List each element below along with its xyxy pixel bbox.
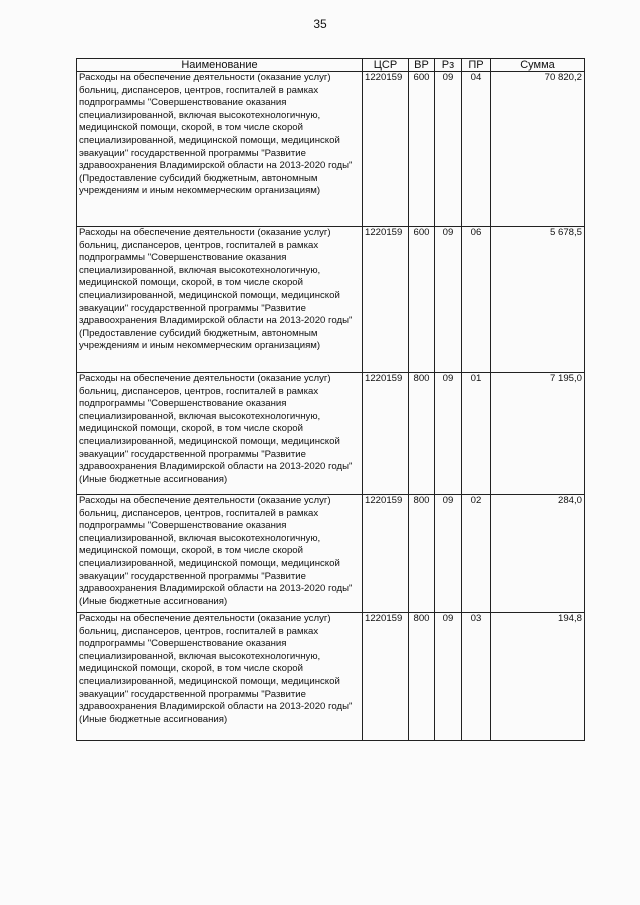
row-vr: 800 [409, 495, 435, 613]
row-pr: 01 [462, 373, 491, 495]
header-vr: ВР [409, 59, 435, 72]
row-name: Расходы на обеспечение деятельности (оказание услуг) больниц, диспансеров, центров, госпиталей в рамках подпрограммы "Совершенствование оказания специализированной, включая высокотехнологичную, медицинской помощи, скорой, в том числе скорой специализированной, медицинской помощи, медицинской эвакуации" государственной программы "Развитие здравоохранения Владимирской области на 2013-2020 годы" (Иные бюджетные ассигнования) [77, 373, 363, 495]
page-number: 35 [313, 17, 327, 31]
budget-table [76, 58, 585, 741]
row-csr: 1220159 [363, 495, 409, 613]
header-sum: Сумма [491, 59, 585, 72]
row-pr: 02 [462, 495, 491, 613]
row-vr: 800 [409, 613, 435, 741]
row-rz: 09 [435, 72, 462, 227]
row-name: Расходы на обеспечение деятельности (оказание услуг) больниц, диспансеров, центров, госпиталей в рамках подпрограммы "Совершенствование оказания специализированной, включая высокотехнологичную, медицинской помощи, скорой, в том числе скорой специализированной, медицинской помощи, медицинской эвакуации" государственной программы "Развитие здравоохранения Владимирской области на 2013-2020 годы" (Предоставление субсидий бюджетным, автономным учреждениям и иным некоммерческим организациям) [77, 227, 363, 373]
row-sum: 70 820,2 [491, 72, 585, 227]
row-rz: 09 [435, 495, 462, 613]
header-name: Наименование [77, 59, 363, 72]
row-csr: 1220159 [363, 72, 409, 227]
row-vr: 800 [409, 373, 435, 495]
header-rz: Рз [435, 59, 462, 72]
table-row [77, 72, 585, 227]
row-csr: 1220159 [363, 373, 409, 495]
row-rz: 09 [435, 227, 462, 373]
row-pr: 06 [462, 227, 491, 373]
header-pr: ПР [462, 59, 491, 72]
row-name: Расходы на обеспечение деятельности (оказание услуг) больниц, диспансеров, центров, госпиталей в рамках подпрограммы "Совершенствование оказания специализированной, включая высокотехнологичную, медицинской помощи, скорой, в том числе скорой специализированной, медицинской помощи, медицинской эвакуации" государственной программы "Развитие здравоохранения Владимирской области на 2013-2020 годы" (Иные бюджетные ассигнования) [77, 613, 363, 741]
header-csr: ЦСР [363, 59, 409, 72]
row-rz: 09 [435, 613, 462, 741]
row-sum: 7 195,0 [491, 373, 585, 495]
row-csr: 1220159 [363, 613, 409, 741]
row-pr: 03 [462, 613, 491, 741]
row-name: Расходы на обеспечение деятельности (оказание услуг) больниц, диспансеров, центров, госпиталей в рамках подпрограммы "Совершенствование оказания специализированной, включая высокотехнологичную, медицинской помощи, скорой, в том числе скорой специализированной, медицинской помощи, медицинской эвакуации" государственной программы "Развитие здравоохранения Владимирской области на 2013-2020 годы" (Предоставление субсидий бюджетным, автономным учреждениям и иным некоммерческим организациям) [77, 72, 363, 227]
row-sum: 194,8 [491, 613, 585, 741]
row-csr: 1220159 [363, 227, 409, 373]
row-sum: 284,0 [491, 495, 585, 613]
table-row [77, 495, 585, 613]
row-vr: 600 [409, 227, 435, 373]
table-row [77, 227, 585, 373]
row-pr: 04 [462, 72, 491, 227]
row-name: Расходы на обеспечение деятельности (оказание услуг) больниц, диспансеров, центров, госпиталей в рамках подпрограммы "Совершенствование оказания специализированной, включая высокотехнологичную, медицинской помощи, скорой, в том числе скорой специализированной, медицинской помощи, медицинской эвакуации" государственной программы "Развитие здравоохранения Владимирской области на 2013-2020 годы" (Иные бюджетные ассигнования) [77, 495, 363, 613]
table-header-row [77, 59, 585, 72]
table-row [77, 613, 585, 741]
row-sum: 5 678,5 [491, 227, 585, 373]
row-rz: 09 [435, 373, 462, 495]
table-row [77, 373, 585, 495]
row-vr: 600 [409, 72, 435, 227]
